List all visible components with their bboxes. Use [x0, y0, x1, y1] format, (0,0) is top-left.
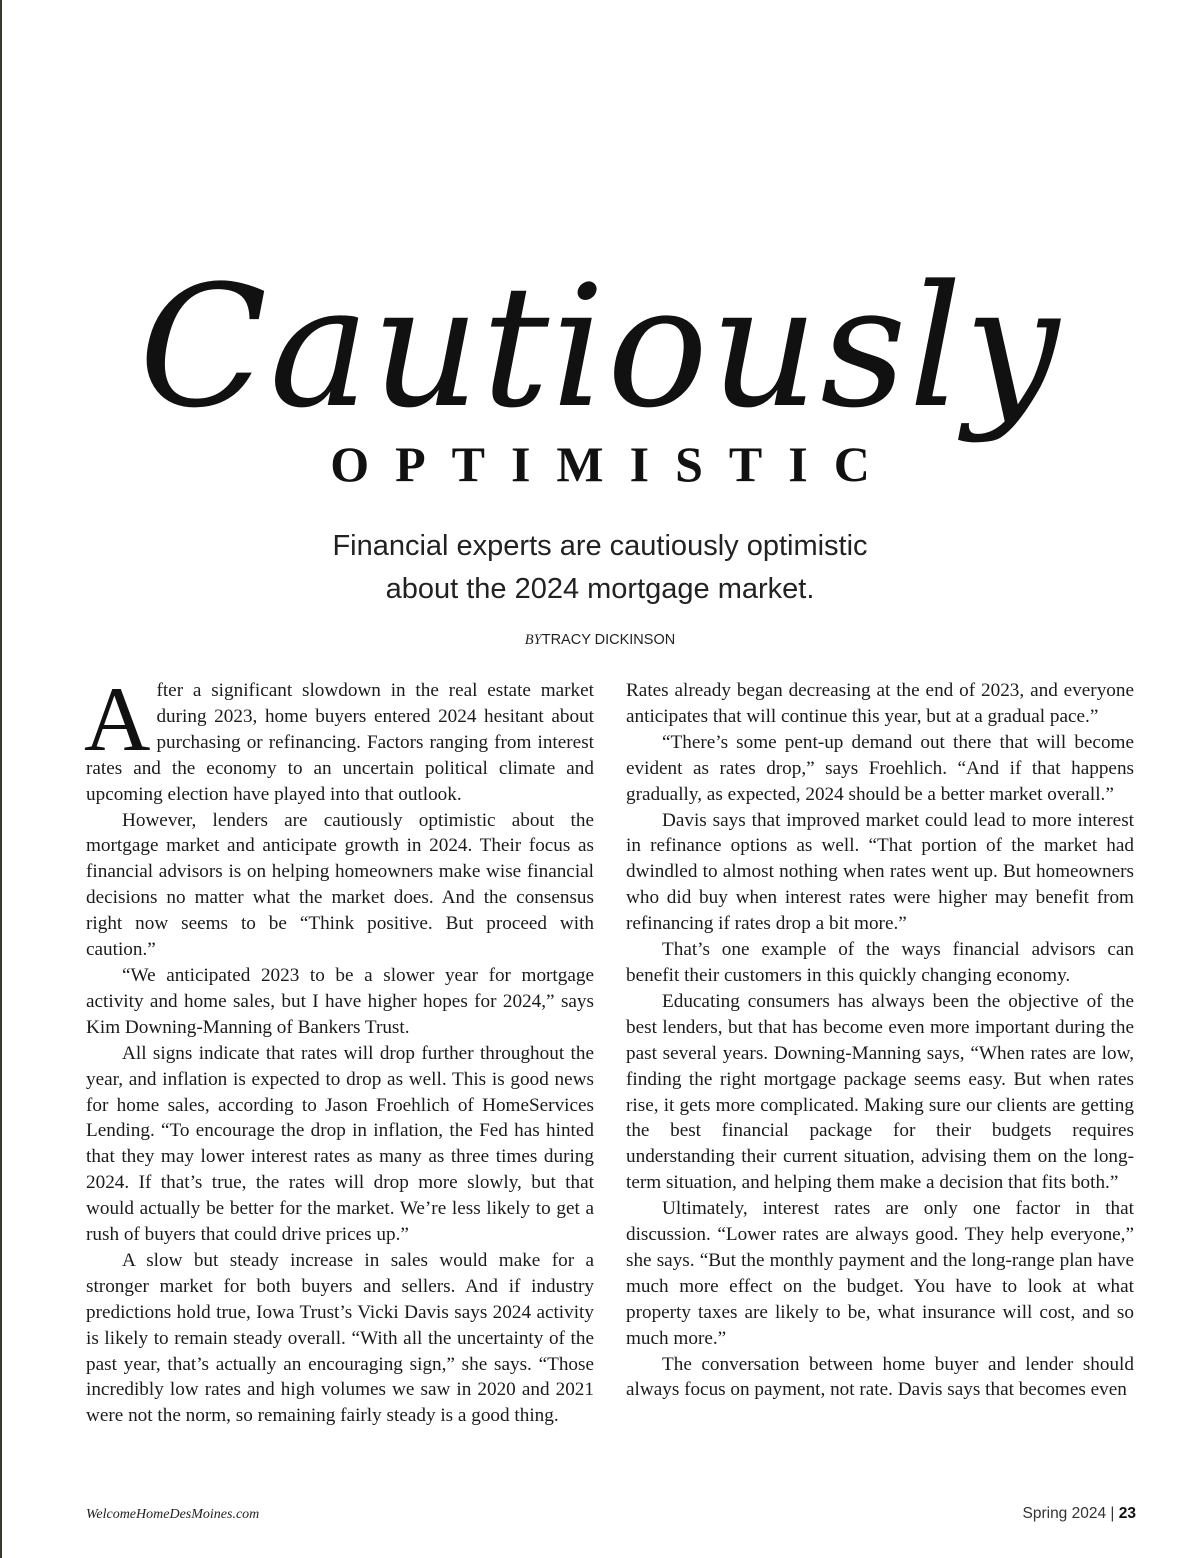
drop-cap: A — [84, 668, 151, 770]
headline-caps: OPTIMISTIC — [330, 436, 896, 492]
deck-line-2: about the 2024 mortgage market. — [385, 573, 815, 605]
article-paragraph: Ultimately, interest rates are only one factor in that discussion. “Lower rates are always good. They help everyone,” she says. “But the monthly payment and the long-range plan have much more effect on the budget. You have to look at what property taxes are likely to be, what insurance will cost, and so much more.” — [626, 1198, 1134, 1349]
article-paragraph — [84, 668, 594, 808]
article-column-left — [84, 668, 594, 1429]
article-paragraph: “There’s some pent-up demand out there that will become evident as rates drop,” says Froehlich. “And if that happens gradually, as expected, 2024 should be a better market overall.” — [626, 731, 1134, 805]
article-paragraph: Educating consumers has always been the objective of the best lenders, but that has become even more important during the past several years. Downing-Manning says, “When rates are low, finding the right mortgage package seems easy. But when rates rise, it gets more complicated. Making sure our clients are getting the best financial package for their budgets requires understanding their current situation, advising them on the long-term situation, and helping them make a decision that fits both.” — [626, 990, 1134, 1194]
article-paragraph: Davis says that improved market could lead to more interest in refinance options as well. “That portion of the market had dwindled to almost nothing when rates went up. But homeowners who did buy when interest rates were higher may benefit from refinancing if rates drop a bit more.” — [626, 809, 1134, 935]
page-number: 23 — [1118, 1505, 1136, 1522]
headline-script: Cautiously — [138, 249, 1062, 445]
byline-author: TRACY DICKINSON — [541, 632, 676, 648]
footer-issue: Spring 2024 — [1022, 1505, 1107, 1522]
paragraph-text: fter a significant slowdown in the real estate market during 2023, home buyers entered 2024 hesitant about purchasing or refinancing. Factors ranging from interest rates and the economy to an uncertain political climate and upcoming election have played into that outlook. — [86, 680, 594, 805]
byline — [0, 630, 1200, 650]
article-paragraph: That’s one example of the ways financial advisors can benefit their customers in this quickly changing economy. — [626, 939, 1134, 986]
byline-by: BY — [524, 632, 542, 648]
footer-folio — [1023, 1505, 1137, 1523]
article-paragraph: The conversation between home buyer and lender should always focus on payment, not rate. Davis says that becomes even — [626, 1353, 1134, 1401]
footer-website: WelcomeHomeDesMoines.com — [86, 1507, 260, 1522]
article-paragraph: However, lenders are cautiously optimistic about the mortgage market and anticipate growth in 2024. Their focus as financial advisors is on helping homeowners make wise financial decisions no matter what the market does. And the consensus right now seems to be “Think positive. But proceed with caution.” — [86, 809, 594, 961]
article-paragraph: Rates already began decreasing at the end of 2023, and everyone anticipates that will continue this year, but at a gradual pace.” — [626, 680, 1134, 727]
footer-separator: | — [1110, 1505, 1115, 1522]
article-paragraph: A slow but steady increase in sales would make for a stronger market for both buyers and sellers. And if industry predictions hold true, Iowa Trust’s Vicki Davis says 2024 activity is likely to remain steady overall. “With all the uncertainty of the past year, that’s actually an encouraging sign,” she says. “Those incredibly low rates and high volumes we saw in 2020 and 2021 were not the norm, so remaining fairly steady is a good thing. — [86, 1249, 594, 1427]
page-edge-rule — [0, 0, 2, 1558]
deck-line-1: Financial experts are cautiously optimistic — [332, 530, 868, 562]
deck-subtitle — [0, 525, 1200, 611]
article-paragraph: “We anticipated 2023 to be a slower year for mortgage activity and home sales, but I have higher hopes for 2024,” says Kim Downing-Manning of Bankers Trust. — [86, 964, 594, 1038]
article-column-right — [626, 678, 1134, 1403]
article-paragraph: All signs indicate that rates will drop further throughout the year, and inflation is expected to drop as well. This is good news for home sales, according to Jason Froehlich of HomeServices Lending. “To encourage the drop in inflation, the Fed has hinted that they may lower interest rates as many as three times during 2024. If that’s true, the rates will drop more slowly, but that would actually be better for the market. We’re less likely to get a rush of buyers that could drive prices up.” — [86, 1042, 594, 1246]
